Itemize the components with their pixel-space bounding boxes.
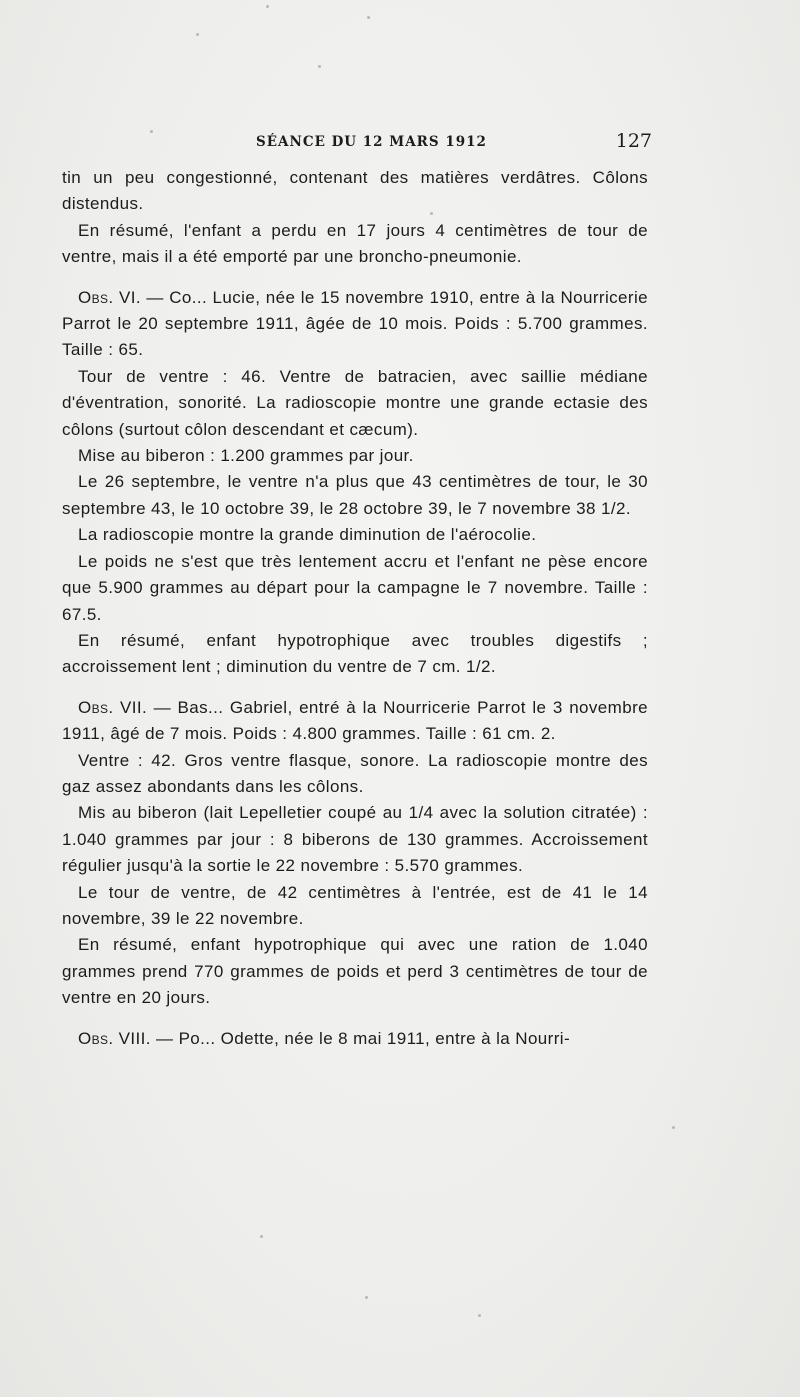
- dust-speck: [196, 33, 199, 36]
- dust-speck: [318, 65, 321, 68]
- paragraph: Le tour de ventre, de 42 centimètres à l'entrée, est de 41 le 14 novembre, 39 le 22 novembre.: [62, 882, 648, 928]
- paragraph: Le 26 septembre, le ventre n'a plus que 43 centimètres de tour, le 30 septembre 43, le 10 octobre 39, le 28 octobre 39, le 7 novembre 38 1/2.: [62, 472, 648, 518]
- observation-paragraph: [62, 695, 648, 748]
- dust-speck: [365, 1296, 368, 1299]
- observation-text: — Po... Odette, née le 8 mai 1911, entre à la Nourri-: [150, 1028, 571, 1048]
- body-text: [62, 165, 648, 1052]
- running-title: SÉANCE DU 12 MARS 1912: [256, 134, 487, 150]
- paragraph: La radioscopie montre la grande diminution de l'aérocolie.: [78, 525, 537, 545]
- paragraph: En résumé, l'enfant a perdu en 17 jours 4 centimètres de tour de ventre, mais il a été emporté par une broncho-pneumonie.: [62, 220, 648, 267]
- paragraph: Ventre : 42. Gros ventre flasque, sonore. La radioscopie montre des gaz assez abondants dans les côlons.: [62, 750, 648, 796]
- dust-speck: [367, 16, 370, 19]
- observation-paragraph: [62, 285, 648, 364]
- paragraph: tin un peu congestionné, contenant des matières verdâtres. Côlons distendus.: [62, 168, 648, 214]
- paragraph: Mis au biberon (lait Lepelletier coupé au 1/4 avec la solution citratée) : 1.040 grammes par jour : 8 biberons de 130 grammes. Accroissement régulier jusqu'à la sortie le 22 novembre : 5.570 grammes.: [62, 803, 648, 876]
- observation-paragraph: [62, 1026, 648, 1052]
- paragraph: Mise au biberon : 1.200 grammes par jour.: [78, 446, 414, 466]
- paragraph: En résumé, enfant hypotrophique avec troubles digestifs ; accroissement lent ; diminution du ventre de 7 cm. 1/2.: [62, 630, 648, 677]
- page-number: 127: [615, 130, 652, 152]
- page-header: [60, 132, 652, 156]
- observation-label: Obs. VIII.: [78, 1028, 151, 1048]
- paragraph: Tour de ventre : 46. Ventre de batracien, avec saillie médiane d'éventration, sonorité. La radioscopie montre une grande ectasie des côlons (surtout côlon descendant et cæcum).: [62, 366, 648, 439]
- paragraph: Le poids ne s'est que très lentement accru et l'enfant ne pèse encore que 5.900 grammes au départ pour la campagne le 7 novembre. Taille : 67.5.: [62, 551, 648, 624]
- observation-label: Obs. VII.: [78, 697, 148, 717]
- dust-speck: [260, 1235, 263, 1238]
- observation-text: — Co... Lucie, née le 15 novembre 1910, entre à la Nourricerie Parrot le 20 septembre 1911, âgée de 10 mois. Poids : 5.700 grammes. Taille : 65.: [62, 287, 648, 360]
- dust-speck: [266, 5, 269, 8]
- paragraph: En résumé, enfant hypotrophique qui avec une ration de 1.040 grammes prend 770 grammes de poids et perd 3 centimètres de tour de ventre en 20 jours.: [62, 935, 648, 1008]
- observation-text: — Bas... Gabriel, entré à la Nourricerie Parrot le 3 novembre 1911, âgé de 7 mois. Poids : 4.800 grammes. Taille : 61 cm. 2.: [62, 697, 648, 744]
- dust-speck: [672, 1126, 675, 1129]
- observation-label: Obs. VI.: [78, 287, 141, 307]
- dust-speck: [478, 1314, 481, 1317]
